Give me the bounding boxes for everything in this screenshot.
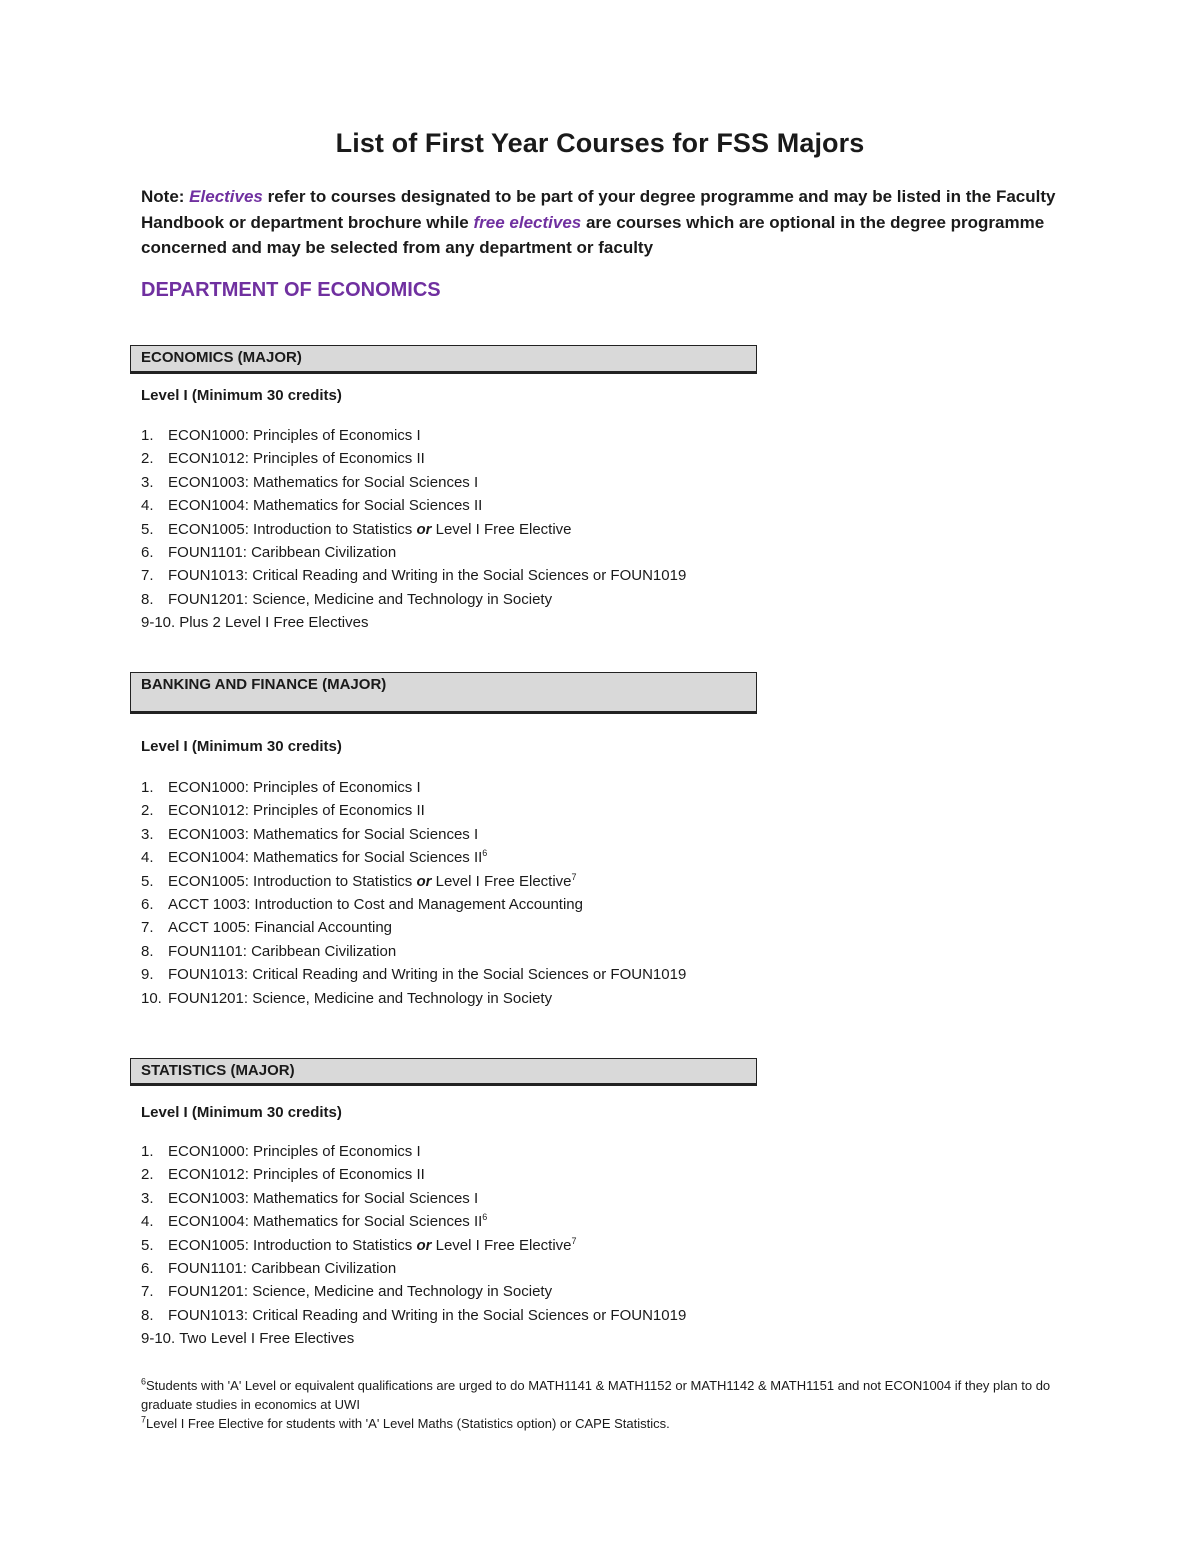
section-header-economics: ECONOMICS (MAJOR) bbox=[130, 345, 757, 374]
list-item: 10. FOUN1201: Science, Medicine and Technology in Society bbox=[141, 989, 553, 1007]
list-item: 7. FOUN1201: Science, Medicine and Technology in Society bbox=[141, 1283, 553, 1301]
list-item: 3. ECON1003: Mathematics for Social Sciences I bbox=[141, 1189, 479, 1207]
level-heading-economics: Level I (Minimum 30 credits) bbox=[141, 387, 342, 404]
level-heading-statistics: Level I (Minimum 30 credits) bbox=[141, 1104, 342, 1121]
footnotes bbox=[141, 1376, 1066, 1433]
page-title: List of First Year Courses for FSS Majors bbox=[335, 128, 865, 158]
footnote-6: $^6$Students with 'A' Level or equivalent qualifications are urged to do MATH1141 & MATH1152 or MATH1142 & MATH1151 and not ECON1004 if they plan to do graduate studies in economics at UWI bbox=[141, 1376, 1051, 1412]
note-paragraph bbox=[141, 184, 1061, 261]
list-item: 1. ECON1000: Principles of Economics I bbox=[141, 1143, 421, 1160]
list-item: 4. ECON1004: Mathematics for Social Sciences $II^6$ bbox=[141, 1212, 488, 1231]
level-heading-banking-finance: Level I (Minimum 30 credits) bbox=[141, 738, 342, 755]
list-item: 9. FOUN1013: Critical Reading and Writing in the Social Sciences or FOUN1019 bbox=[141, 966, 687, 984]
department-heading: DEPARTMENT OF ECONOMICS bbox=[141, 279, 441, 301]
list-item: 5. ECON1005: Introduction to Statistics or Level I Free Elective bbox=[141, 520, 572, 538]
note-free-electives-term: free electives bbox=[473, 212, 582, 232]
course-list-economics bbox=[141, 424, 686, 635]
note-electives-term: Electives bbox=[189, 187, 263, 206]
list-item: 4. ECON1004: Mathematics for Social Sciences II bbox=[141, 497, 483, 515]
list-item: 8. FOUN1101: Caribbean Civilization bbox=[141, 942, 397, 960]
list-item: 7. FOUN1013: Critical Reading and Writing in the Social Sciences or FOUN1019 bbox=[141, 567, 687, 585]
list-item: 1. ECON1000: Principles of Economics I bbox=[141, 779, 421, 796]
list-item: 8. FOUN1201: Science, Medicine and Technology in Society bbox=[141, 590, 553, 608]
course-list-banking-finance bbox=[141, 776, 686, 1010]
list-item: 6. ACCT 1003: Introduction to Cost and Management Accounting bbox=[141, 895, 583, 913]
note-prefix: Note: bbox=[141, 187, 190, 206]
list-item: 2. ECON1012: Principles of Economics II bbox=[141, 1166, 425, 1184]
list-item: 9-10. Two Level I Free Electives bbox=[141, 1330, 355, 1348]
list-item: 5. ECON1005: Introduction to Statistics or Level I Free Elective$^7$ bbox=[141, 871, 577, 890]
list-item: 6. FOUN1101: Caribbean Civilization bbox=[141, 543, 397, 561]
course-list-statistics bbox=[141, 1140, 686, 1351]
list-item: 8. FOUN1013: Critical Reading and Writing in the Social Sciences or FOUN1019 bbox=[141, 1306, 687, 1324]
list-item: 3. ECON1003: Mathematics for Social Sciences I bbox=[141, 825, 479, 843]
list-item: 9-10. Plus 2 Level I Free Electives bbox=[141, 614, 369, 632]
note-middle: refer to courses designated to be part of your degree programme and may be listed in the Faculty Handbook or department brochure while bbox=[141, 187, 1056, 232]
list-item: 4. ECON1004: Mathematics for Social Sciences $II^6$ bbox=[141, 848, 488, 867]
list-item: 2. ECON1012: Principles of Economics II bbox=[141, 802, 425, 820]
list-item: 6. FOUN1101: Caribbean Civilization bbox=[141, 1259, 397, 1277]
list-item: 2. ECON1012: Principles of Economics II bbox=[141, 450, 425, 468]
section-header-banking-finance: BANKING AND FINANCE (MAJOR) bbox=[130, 672, 757, 714]
list-item: 7. ACCT 1005: Financial Accounting bbox=[141, 919, 393, 937]
list-item: 5. ECON1005: Introduction to Statistics or Level I Free Elective$^7$ bbox=[141, 1235, 577, 1254]
list-item: 3. ECON1003: Mathematics for Social Sciences I bbox=[141, 473, 479, 491]
footnote-7: $^7$Level I Free Elective for students with 'A' Level Maths (Statistics option) or CAPE Statistics. bbox=[141, 1414, 670, 1431]
section-header-statistics: STATISTICS (MAJOR) bbox=[130, 1058, 757, 1086]
list-item: 1. ECON1000: Principles of Economics I bbox=[141, 427, 421, 444]
note-suffix: are courses which are optional in the degree programme concerned and may be selected from any department or faculty bbox=[141, 212, 1045, 257]
